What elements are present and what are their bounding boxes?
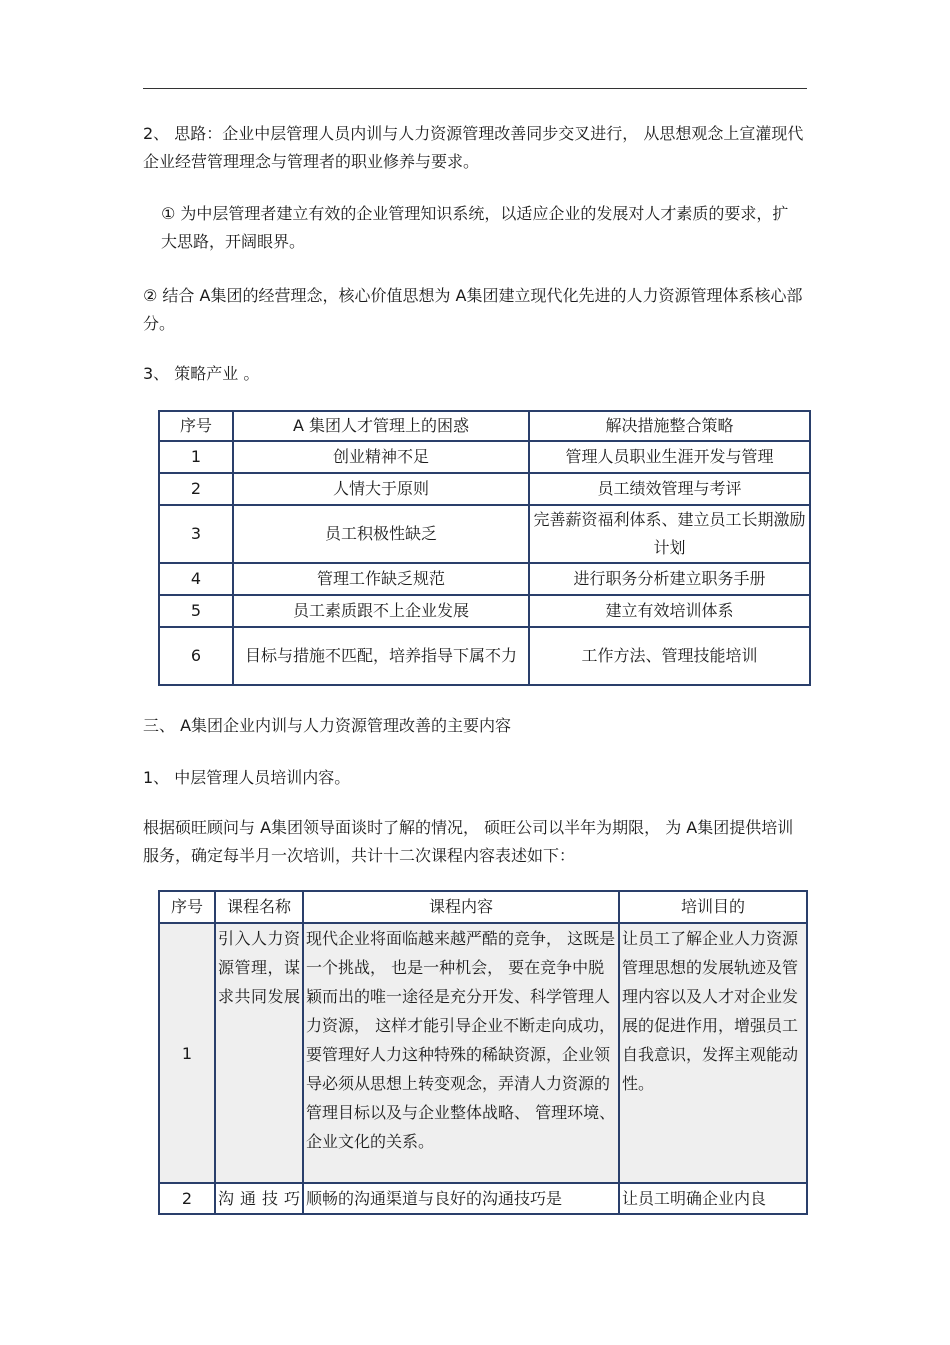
table-row (159, 441, 810, 473)
course-table (158, 890, 808, 1215)
cell-no: 2 (159, 473, 233, 505)
table-row (159, 505, 810, 563)
cell-no: 3 (159, 505, 233, 563)
table-row (159, 473, 810, 505)
header-rule (143, 88, 807, 89)
table-row (159, 627, 810, 685)
cell-no: 1 (159, 441, 233, 473)
cell-no: 1 (159, 923, 215, 1183)
cell-no: 2 (159, 1183, 215, 1214)
cell-course-name: 沟通技巧 (215, 1183, 303, 1214)
strategy-table (158, 410, 811, 686)
cell-issue: 员工素质跟不上企业发展 (233, 595, 529, 627)
table-header-row (159, 411, 810, 441)
paragraph-intro: 根据硕旺顾问与 A集团领导面谈时了解的情况， 硕旺公司以半年为期限， 为 A集团提供培训服务，确定每半月一次培训，共计十二次课程内容表述如下： (143, 818, 794, 865)
cell-no: 6 (159, 627, 233, 685)
cell-issue: 员工积极性缺乏 (233, 505, 529, 563)
header-cell: 解决措施整合策略 (529, 411, 810, 441)
cell-solution: 完善薪资福利体系、建立员工长期激励计划 (529, 505, 810, 563)
cell-solution: 管理人员职业生涯开发与管理 (529, 441, 810, 473)
cell-course-name: 引入人力资源管理，谋求共同发展 (215, 923, 303, 1183)
header-cell: 序号 (159, 891, 215, 923)
cell-course-purpose: 让员工了解企业人力资源管理思想的发展轨迹及管理内容以及人才对企业发展的促进作用，增强员工自我意识，发挥主观能动性。 (619, 923, 807, 1183)
subsection-heading: 1、 中层管理人员培训内容。 (143, 768, 351, 787)
cell-issue: 管理工作缺乏规范 (233, 563, 529, 595)
cell-issue: 目标与措施不匹配，培养指导下属不力 (233, 627, 529, 685)
cell-course-purpose: 让员工明确企业内良 (619, 1183, 807, 1214)
cell-issue: 创业精神不足 (233, 441, 529, 473)
header-cell: A 集团人才管理上的困惑 (233, 411, 529, 441)
cell-no: 4 (159, 563, 233, 595)
paragraph-point-1: ① 为中层管理者建立有效的企业管理知识系统，以适应企业的发展对人才素质的要求，扩大思路，开阔眼界。 (161, 204, 789, 251)
header-cell: 课程内容 (303, 891, 619, 923)
cell-solution: 员工绩效管理与考评 (529, 473, 810, 505)
header-cell: 培训目的 (619, 891, 807, 923)
cell-issue: 人情大于原则 (233, 473, 529, 505)
table-header-row (159, 891, 807, 923)
table-row (159, 595, 810, 627)
table-row (159, 1183, 807, 1214)
table-row (159, 563, 810, 595)
cell-solution: 进行职务分析建立职务手册 (529, 563, 810, 595)
cell-no: 5 (159, 595, 233, 627)
cell-solution: 建立有效培训体系 (529, 595, 810, 627)
table-row (159, 923, 807, 1183)
paragraph-strategy-2: 2、 思路：企业中层管理人员内训与人力资源管理改善同步交叉进行， 从思想观念上宣灌现代企业经营管理理念与管理者的职业修养与要求。 (143, 124, 804, 171)
cell-course-content: 现代企业将面临越来越严酷的竞争， 这既是一个挑战， 也是一种机会， 要在竞争中脱颖而出的唯一途径是充分开发、科学管理人力资源， 这样才能引导企业不断走向成功，要管理好人力这种特殊的稀缺资源，企业领导必须从思想上转变观念，弄清人力资源的管理目标以及与企业整体战略、 管理环境、 企业文化的关系。 (303, 923, 619, 1183)
cell-course-content: 顺畅的沟通渠道与良好的沟通技巧是 (303, 1183, 619, 1214)
header-cell: 课程名称 (215, 891, 303, 923)
paragraph-point-2: ② 结合 A集团的经营理念，核心价值思想为 A集团建立现代化先进的人力资源管理体系核心部分。 (143, 286, 803, 333)
header-cell: 序号 (159, 411, 233, 441)
section-heading: 三、 A集团企业内训与人力资源管理改善的主要内容 (143, 716, 512, 735)
cell-solution: 工作方法、管理技能培训 (529, 627, 810, 685)
paragraph-strategy-3: 3、 策略产业 。 (143, 364, 260, 383)
